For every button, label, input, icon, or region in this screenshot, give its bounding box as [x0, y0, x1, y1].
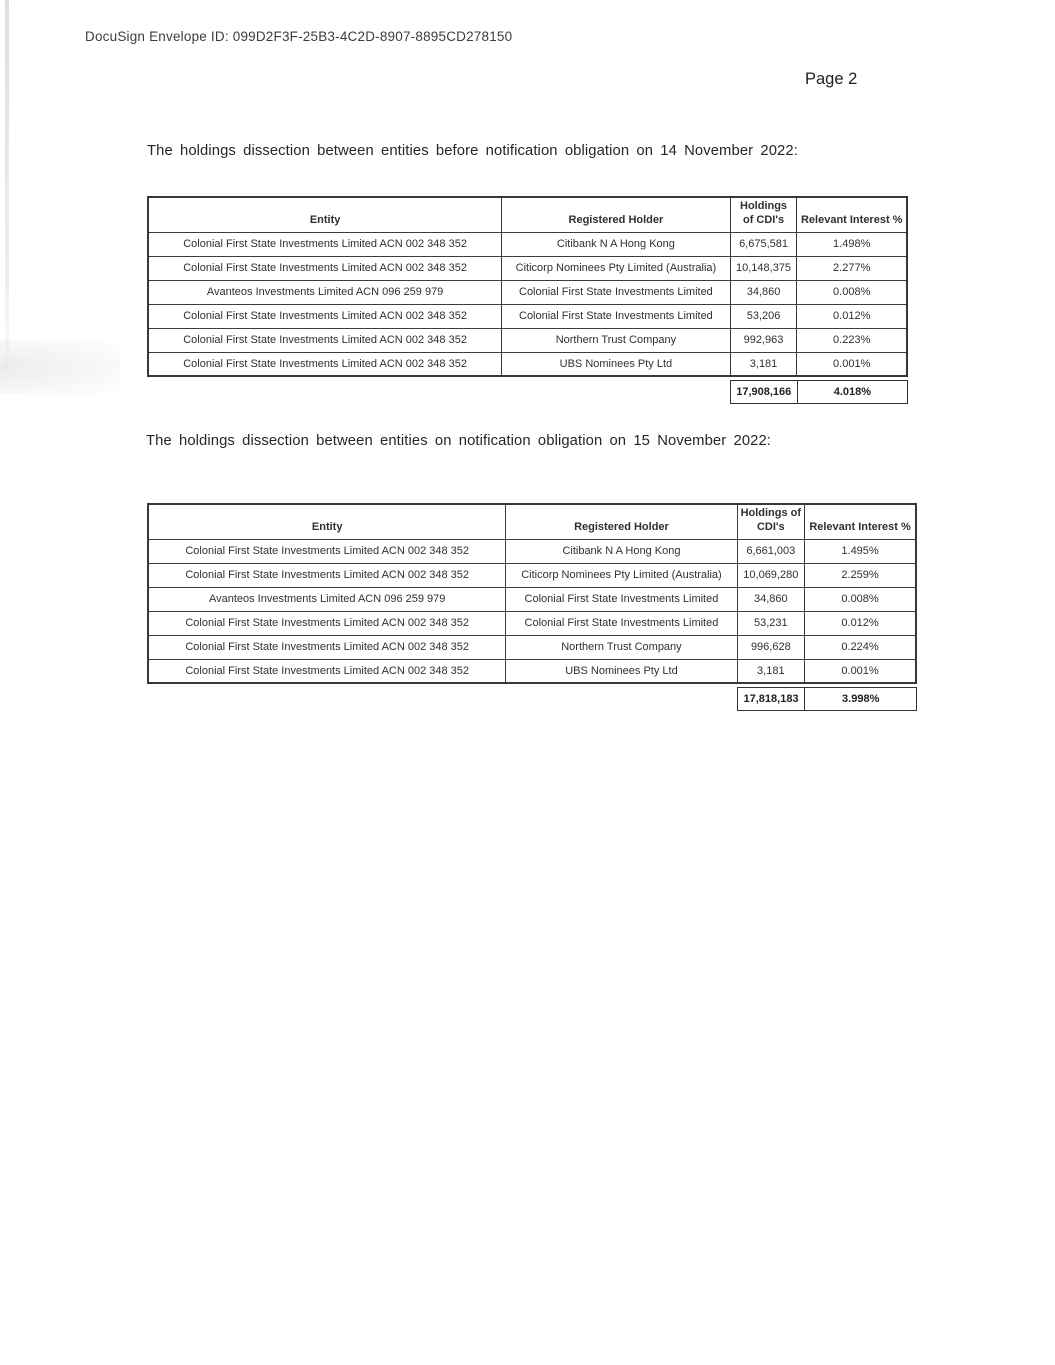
interest-cell: 2.277% — [797, 256, 907, 280]
total-row — [147, 688, 917, 711]
total-spacer — [506, 688, 738, 711]
holder-cell: Citibank N A Hong Kong — [502, 232, 730, 256]
holder-cell: Citicorp Nominees Pty Limited (Australia) — [506, 563, 737, 587]
table-row — [148, 328, 907, 352]
holdings-table-15-nov — [147, 503, 917, 684]
interest-cell: 0.012% — [805, 611, 916, 635]
total-interest-value: 3.998% — [805, 688, 917, 711]
entity-cell: Colonial First State Investments Limited ACN 002 348 352 — [148, 304, 502, 328]
entity-cell: Colonial First State Investments Limited ACN 002 348 352 — [148, 563, 506, 587]
entity-cell: Colonial First State Investments Limited ACN 002 348 352 — [148, 352, 502, 376]
holdings-cell: 3,181 — [730, 352, 797, 376]
table-row — [148, 587, 916, 611]
interest-cell: 1.498% — [797, 232, 907, 256]
table-row — [148, 352, 907, 376]
docusign-envelope-id: DocuSign Envelope ID: 099D2F3F-25B3-4C2D-8907-8895CD278150 — [85, 29, 513, 44]
totals-row-14-nov — [147, 380, 908, 404]
holdings-table-14-nov — [147, 196, 908, 377]
total-spacer — [501, 381, 730, 404]
column-header-registered-holder: Registered Holder — [506, 504, 737, 539]
table-header-row — [148, 197, 907, 232]
totals-row-15-nov — [147, 687, 917, 711]
holder-cell: UBS Nominees Pty Ltd — [506, 659, 737, 683]
entity-cell: Colonial First State Investments Limited ACN 002 348 352 — [148, 232, 502, 256]
total-interest-value: 4.018% — [797, 381, 907, 404]
holder-cell: Citicorp Nominees Pty Limited (Australia) — [502, 256, 730, 280]
table-row — [148, 659, 916, 683]
table-row — [148, 635, 916, 659]
column-header-holdings-line1: Holdings — [740, 200, 788, 212]
holdings-cell: 3,181 — [737, 659, 805, 683]
interest-cell: 0.008% — [805, 587, 916, 611]
holdings-cell: 53,231 — [737, 611, 805, 635]
column-header-relevant-interest: Relevant Interest % — [797, 197, 907, 232]
scan-artifact-left-strip — [5, 0, 9, 392]
holder-cell: Northern Trust Company — [502, 328, 730, 352]
section1-table-container — [147, 196, 908, 404]
column-header-entity: Entity — [148, 504, 506, 539]
section2-table-container — [147, 503, 917, 711]
table-row — [148, 563, 916, 587]
holdings-cell: 10,069,280 — [737, 563, 805, 587]
table-header-row — [148, 504, 916, 539]
table-row — [148, 232, 907, 256]
interest-cell: 0.012% — [797, 304, 907, 328]
entity-cell: Colonial First State Investments Limited ACN 002 348 352 — [148, 256, 502, 280]
interest-cell: 0.224% — [805, 635, 916, 659]
holder-cell: Colonial First State Investments Limited — [506, 611, 737, 635]
table-row — [148, 611, 916, 635]
entity-cell: Colonial First State Investments Limited ACN 002 348 352 — [148, 659, 506, 683]
section1-intro-text: The holdings dissection between entities before notification obligation on 14 November 2022: — [147, 143, 798, 159]
holder-cell: Northern Trust Company — [506, 635, 737, 659]
holdings-cell: 34,860 — [730, 280, 797, 304]
total-holdings-value: 17,908,166 — [730, 381, 797, 404]
section2-intro-text: The holdings dissection between entities on notification obligation on 15 November 2022: — [146, 433, 772, 449]
total-holdings-value: 17,818,183 — [737, 688, 805, 711]
entity-cell: Colonial First State Investments Limited ACN 002 348 352 — [148, 635, 506, 659]
total-spacer — [147, 381, 501, 404]
holdings-cell: 34,860 — [737, 587, 805, 611]
scan-artifact-smear — [0, 340, 120, 395]
interest-cell: 2.259% — [805, 563, 916, 587]
entity-cell: Colonial First State Investments Limited ACN 002 348 352 — [148, 539, 506, 563]
holder-cell: UBS Nominees Pty Ltd — [502, 352, 730, 376]
entity-cell: Avanteos Investments Limited ACN 096 259 979 — [148, 280, 502, 304]
page-number-label: Page 2 — [805, 70, 858, 88]
table-row — [148, 304, 907, 328]
column-header-registered-holder: Registered Holder — [502, 197, 730, 232]
holder-cell: Colonial First State Investments Limited — [506, 587, 737, 611]
holder-cell: Colonial First State Investments Limited — [502, 304, 730, 328]
holdings-cell: 53,206 — [730, 304, 797, 328]
holder-cell: Citibank N A Hong Kong — [506, 539, 737, 563]
table-row — [148, 280, 907, 304]
table-row — [148, 256, 907, 280]
entity-cell: Colonial First State Investments Limited ACN 002 348 352 — [148, 328, 502, 352]
interest-cell: 0.001% — [805, 659, 916, 683]
entity-cell: Avanteos Investments Limited ACN 096 259 979 — [148, 587, 506, 611]
holdings-cell: 6,661,003 — [737, 539, 805, 563]
total-row — [147, 381, 908, 404]
column-header-holdings-line2: of CDI's — [742, 213, 785, 226]
holdings-cell: 6,675,581 — [730, 232, 797, 256]
total-spacer — [147, 688, 506, 711]
column-header-holdings-line2: CDI's — [756, 520, 785, 533]
table-row — [148, 539, 916, 563]
column-header-entity: Entity — [148, 197, 502, 232]
holder-cell: Colonial First State Investments Limited — [502, 280, 730, 304]
holdings-cell: 10,148,375 — [730, 256, 797, 280]
interest-cell: 0.223% — [797, 328, 907, 352]
column-header-holdings — [730, 197, 797, 232]
entity-cell: Colonial First State Investments Limited ACN 002 348 352 — [148, 611, 506, 635]
interest-cell: 1.495% — [805, 539, 916, 563]
interest-cell: 0.001% — [797, 352, 907, 376]
interest-cell: 0.008% — [797, 280, 907, 304]
holdings-cell: 996,628 — [737, 635, 805, 659]
column-header-holdings-line1: Holdings of — [740, 507, 802, 519]
column-header-relevant-interest: Relevant Interest % — [805, 504, 916, 539]
holdings-cell: 992,963 — [730, 328, 797, 352]
column-header-holdings — [737, 504, 805, 539]
